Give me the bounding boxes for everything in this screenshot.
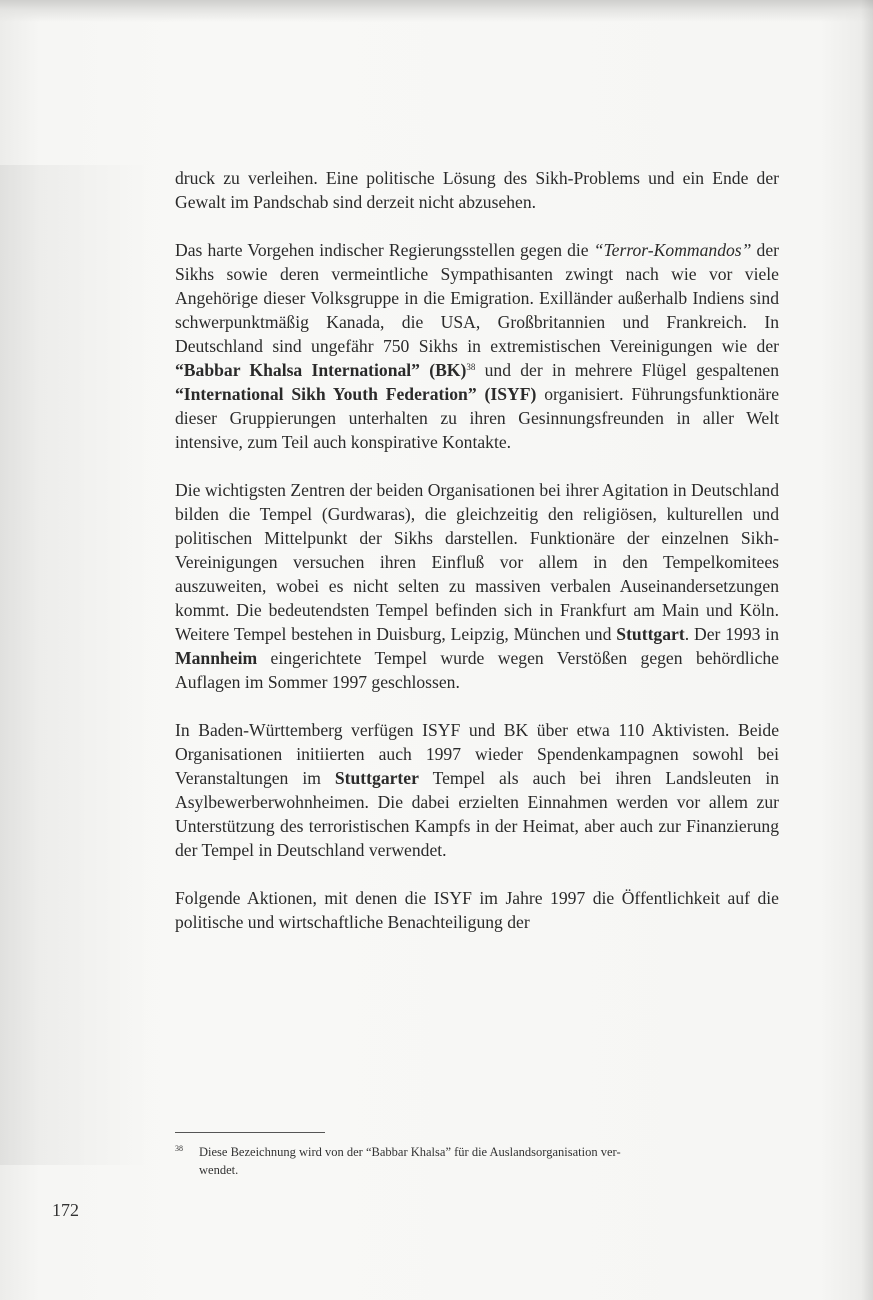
- page-number: 172: [52, 1200, 79, 1220]
- footnote-text-line2: wendet.: [199, 1163, 239, 1177]
- paragraph-5: Folgende Aktionen, mit denen die ISYF im Jahre 1997 die Öffentlichkeit auf die politische und wirtschaftliche Benachteiligung der: [175, 888, 779, 932]
- footnote-38: [175, 1140, 779, 1179]
- paragraph-3: Die wichtigsten Zentren der beiden Organisationen bei ihrer Agitation in Deutschland bilden die Tempel (Gurdwaras), die gleichzeitig den religiösen, kulturellen und politischen Mittelpunkt der Sikhs darstellen. Funktionäre der einzelnen Sikh-Vereinigungen versuchen ihren Einfluß vor allem in den Tempelkomitees auszuweiten, wobei es nicht selten zu massiven verbalen Auseinandersetzungen kommt. Die bedeutendsten Tempel befinden sich in Frankfurt am Main und Köln. Weitere Tempel bestehen in Duisburg, Leipzig, München und Stuttgart. Der 1993 in Mannheim eingerichtete Tempel wurde wegen Verstößen gegen behördliche Auflagen im Sommer 1997 geschlossen.: [175, 480, 779, 692]
- footnote-divider: [175, 1132, 325, 1133]
- paragraph-4: In Baden-Württemberg verfügen ISYF und BK über etwa 110 Aktivisten. Beide Organisationen initiierten auch 1997 wieder Spendenkampagnen sowohl bei Veranstaltungen im Stuttgarter Tempel als auch bei ihren Landsleuten in Asylbewerberwohnheimen. Die dabei erzielten Einnahmen werden vor allem zur Unterstützung des terroristischen Kampfs in der Heimat, aber auch zur Finanzierung der Tempel in Deutschland verwendet.: [175, 720, 779, 860]
- bk-organization-name: “Babbar Khalsa International” (BK): [175, 360, 467, 380]
- isyf-organization-name: “International Sikh Youth Federation” (ISYF): [175, 384, 537, 404]
- paragraph-2: Das harte Vorgehen indischer Regierungsstellen gegen die “Terror-Kommandos” der Sikhs sowie deren vermeintliche Sympathisanten zwingt nach wie vor viele Angehörige dieser Volksgruppe in die Emigration. Exilländer außerhalb Indiens sind schwerpunktmäßig Kanada, die USA, Großbritannien und Frankreich. In Deutschland sind ungefähr 750 Sikhs in extremistischen Vereinigungen wie der “Babbar Khalsa International” (BK)$^{38}$ und der in mehrere Flügel gespaltenen “International Sikh Youth Federation” (ISYF) organisiert. Führungsfunktionäre dieser Gruppierungen unterhalten zu ihren Gesinnungsfreunden in aller Welt intensive, zum Teil auch konspirative Kontakte.: [175, 240, 779, 452]
- footnote-number: 38: [175, 1144, 183, 1153]
- scan-gutter-shadow: [0, 165, 150, 1165]
- paragraph-1: druck zu verleihen. Eine politische Lösung des Sikh-Problems und ein Ende der Gewalt im Pandschab sind derzeit nicht abzusehen.: [175, 168, 779, 212]
- footnote-ref-38[interactable]: 38: [466, 362, 476, 372]
- scan-right-edge: [861, 0, 873, 1300]
- body-text: [175, 166, 779, 934]
- city-mannheim: Mannheim: [175, 648, 258, 668]
- footnote-text-line1: Diese Bezeichnung wird von der “Babbar Khalsa” für die Auslandsorganisation ver-: [199, 1145, 621, 1159]
- city-stuttgarter: Stuttgarter: [334, 768, 419, 788]
- scan-top-shadow: [0, 0, 873, 22]
- city-stuttgart: Stuttgart: [616, 624, 685, 644]
- terror-kommandos-term: “Terror-Kommandos”: [593, 240, 752, 260]
